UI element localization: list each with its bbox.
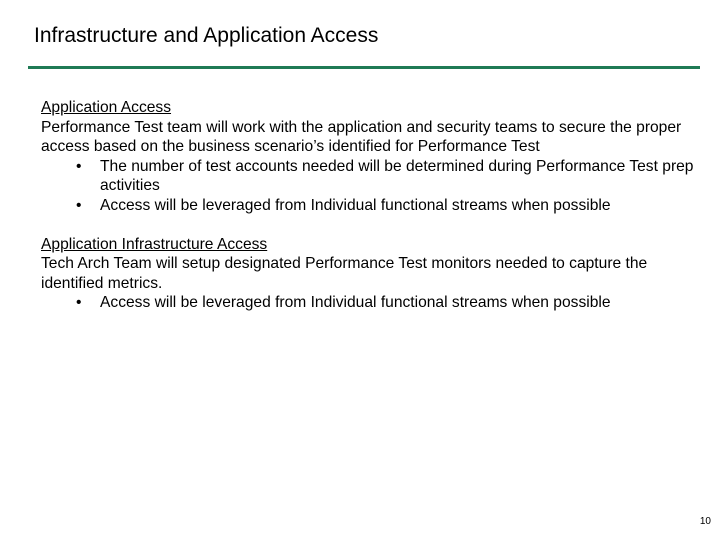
bullet-glyph: • <box>76 157 82 175</box>
section-heading: Application Infrastructure Access <box>41 235 268 253</box>
bullet-item <box>41 196 701 216</box>
section-body: Performance Test team will work with the application and security teams to secure the proper access based on the business scenario’s identified for Performance Test <box>41 118 682 155</box>
bullet-item <box>41 157 701 196</box>
slide-content <box>41 98 701 313</box>
bullet-text: The number of test accounts needed will be determined during Performance Test prep activities <box>100 157 694 194</box>
section-body: Tech Arch Team will setup designated Performance Test monitors needed to capture the identified metrics. <box>41 255 648 292</box>
bullet-text: Access will be leveraged from Individual functional streams when possible <box>100 294 611 311</box>
bullet-glyph: • <box>76 294 82 311</box>
page-number: 10 <box>699 516 711 527</box>
bullet-list <box>41 157 701 216</box>
bullet-item <box>41 293 701 313</box>
slide-title: Infrastructure and Application Access <box>34 24 379 47</box>
section-application-access <box>41 98 701 215</box>
bullet-list <box>41 293 701 313</box>
section-heading: Application Access <box>41 99 172 116</box>
title-divider <box>28 66 700 69</box>
bullet-text: Access will be leveraged from Individual functional streams when possible <box>100 196 611 214</box>
bullet-glyph: • <box>76 196 82 214</box>
section-application-infrastructure-access <box>41 235 701 313</box>
